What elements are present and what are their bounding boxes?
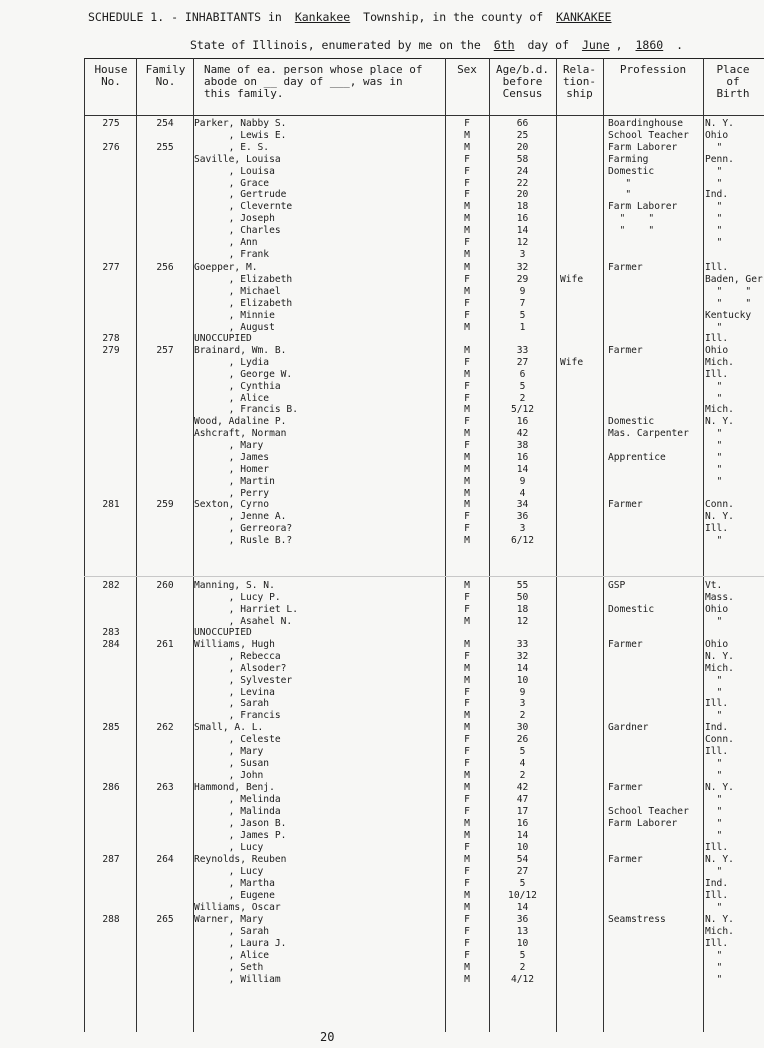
sex-values: M F F F M [464, 722, 470, 781]
age-values: 33 32 14 10 9 3 2 [516, 638, 529, 722]
column-divider [556, 58, 557, 1032]
column-header-sex: Sex [457, 63, 477, 76]
person-names: Reynolds, Reuben , Lucy , Martha , Eugene Williams, Oscar [194, 854, 287, 913]
column-header-age: Age/b.d. before Census [496, 63, 549, 100]
age-values: 42 47 17 16 14 10 [516, 782, 529, 853]
table-border-left [84, 58, 85, 1032]
birthplace-values: Ind. Conn. Ill. " " [705, 722, 734, 781]
family-number: 259 [156, 499, 174, 510]
sex-values: M F F M M [464, 854, 470, 913]
house-number: 283 284 [102, 627, 120, 650]
house-number: 281 [102, 499, 120, 510]
house-number: 278 279 [102, 333, 120, 356]
age-values: 36 13 10 5 2 4/12 [510, 914, 535, 985]
header-dayof-text: day of [527, 38, 569, 52]
enumeration-day: 6th [493, 38, 515, 52]
age-values: 34 36 3 6/12 [510, 499, 535, 546]
profession-values: GSP Domestic [608, 580, 655, 615]
age-values: 54 27 5 10/12 14 [508, 854, 537, 913]
family-number: 256 [156, 262, 174, 273]
profession-values: Farmer [608, 499, 643, 510]
header-period: . [676, 38, 684, 52]
family-number: 265 [156, 914, 174, 925]
birthplace-values: Ill. Baden, Ger " " " " Kentucky " Ill. [705, 262, 763, 345]
birthplace-values: Ohio Mich. Ill. " " Mich. N. Y. " " " " " [705, 344, 734, 487]
person-names: UNOCCUPIED Williams, Hugh , Rebecca , Alsoder? , Sylvester , Levina , Sarah , Francis [194, 627, 293, 722]
sex-values: M F M F F M F M F M M M M [464, 344, 470, 499]
relationship-values: Wife [560, 273, 584, 285]
family-number: 260 [156, 580, 174, 591]
column-header-family: Family No. [145, 63, 186, 88]
column-divider [136, 58, 137, 1032]
profession-values: Farmer [608, 638, 643, 650]
column-header-birthplace: Place of Birth [716, 63, 750, 100]
profession-values: Farmer [608, 854, 643, 865]
profession-values: Farmer [608, 262, 643, 273]
schedule-header-line2: State of Illinois, enumerated by me on the 6th day of June , 1860 . [190, 38, 684, 52]
house-number: 286 [102, 782, 120, 793]
profession-values: Gardner [608, 722, 649, 733]
sex-values: F M M F F F F M M M F M [464, 118, 470, 260]
age-values: 66 25 20 58 24 22 20 18 16 14 12 3 [516, 118, 529, 260]
column-divider [603, 58, 604, 1032]
column-header-profession: Profession [619, 63, 687, 76]
birthplace-values: N. Y. " " " " Ill. [705, 782, 734, 853]
profession-values: Farmer School Teacher Farm Laborer [608, 782, 689, 829]
house-number: 288 [102, 914, 120, 925]
age-values: 30 26 5 4 2 [516, 722, 529, 781]
sex-values: M F M F F M [464, 262, 470, 333]
birthplace-values: N. Y. " Ind. Ill. " [705, 854, 734, 913]
family-number: 263 [156, 782, 174, 793]
person-names: Sexton, Cyrno , Jenne A. , Gerreora? , Rusle B.? [194, 499, 293, 546]
schedule-title: SCHEDULE 1. - INHABITANTS in [88, 10, 282, 24]
sex-values: M F F M [464, 499, 470, 546]
person-names: Parker, Nabby S. , Lewis E. , E. S. Saville, Louisa , Louisa , Grace , Gertrude , Clevernte , Joseph , Charles , Ann , Frank [194, 118, 293, 260]
family-number: 254 255 [156, 118, 174, 153]
house-number: 277 [102, 262, 120, 273]
age-values: 32 29 9 7 5 1 [516, 262, 529, 333]
header-divider [84, 115, 764, 116]
age-values: 33 27 6 5 2 5/12 16 42 38 16 14 9 4 [510, 344, 535, 499]
enumeration-month: June [581, 38, 610, 52]
family-number: 257 [156, 344, 174, 356]
birthplace-values: Conn. N. Y. Ill. " [705, 499, 734, 546]
page-fold-line [84, 576, 764, 577]
profession-values: Boardinghouse School Teacher Farm Laborer Farming Domestic " " Farm Laborer " " " " [608, 118, 689, 237]
birthplace-values: N. Y. Ohio " Penn. " " Ind. " " " " [705, 118, 734, 249]
birthplace-values: Vt. Mass. Ohio " [705, 580, 734, 627]
column-header-name: Name of ea. person whose place of abode on __ day of ___, was in this family. [204, 63, 423, 100]
house-number: 287 [102, 854, 120, 865]
person-names: Warner, Mary , Sarah , Laura J. , Alice , Seth , William [194, 914, 287, 985]
enumeration-year: 1860 [635, 38, 664, 52]
profession-values: Farmer Domestic Mas. Carpenter Apprentice [608, 344, 689, 464]
sex-values: M F F M M F [464, 782, 470, 853]
sex-values: M F F M [464, 580, 470, 627]
birthplace-values: N. Y. Mich. Ill. " " " [705, 914, 734, 985]
person-names: Goepper, M. , Elizabeth , Michael , Elizabeth , Minnie , August [194, 262, 293, 333]
house-number: 282 [102, 580, 120, 591]
person-names: UNOCCUPIED Brainard, Wm. B. , Lydia , George W. , Cynthia , Alice , Francis B. Wood, Adaline P. Ashcraft, Norman , Mary , James , Homer , Martin , Perry [194, 333, 298, 499]
relationship-values: Wife [560, 356, 584, 368]
township-value: Kankakee [294, 10, 351, 24]
sex-values: F F F F M M [464, 914, 470, 985]
family-number: 262 [156, 722, 174, 733]
person-names: Manning, S. N. , Lucy P. , Harriet L. , Asahel N. [194, 580, 298, 627]
county-value: KANKAKEE [556, 10, 612, 24]
family-number: 261 [156, 638, 174, 650]
page-number: 20 [320, 1030, 335, 1044]
header-township-text: Township, in the county of [363, 10, 544, 24]
header-state-text: State of Illinois, enumerated by me on the [190, 38, 481, 52]
schedule-header-line1 [88, 10, 617, 24]
person-names: Hammond, Benj. , Melinda , Malinda , Jason B. , James P. , Lucy [194, 782, 287, 853]
column-header-relationship: Rela- tion- ship [562, 63, 597, 100]
age-values: 55 50 18 12 [516, 580, 529, 627]
house-number: 275 276 [102, 118, 120, 153]
family-number: 264 [156, 854, 174, 865]
house-number: 285 [102, 722, 120, 733]
column-header-house: House No. [94, 63, 128, 88]
person-names: Small, A. L. , Celeste , Mary , Susan , John [194, 722, 281, 781]
profession-values: Seamstress [608, 914, 666, 925]
birthplace-values: Ohio N. Y. Mich. " " Ill. " [705, 638, 734, 722]
sex-values: M F M M F F M [464, 638, 470, 722]
